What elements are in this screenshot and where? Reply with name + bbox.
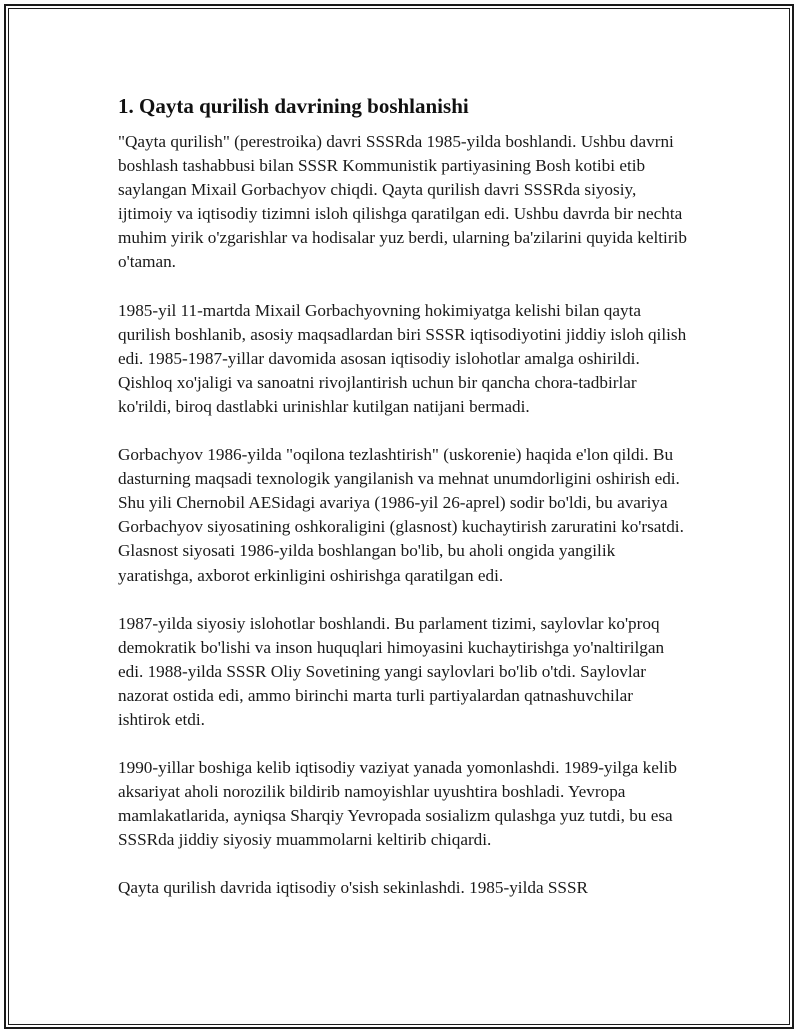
paragraph-intro: "Qayta qurilish" (perestroika) davri SSSRda 1985-yilda boshlandi. Ushbu davrni boshlash tashabbusi bilan SSSR Kommunistik partiyasining Bosh kotibi etib saylangan Mixail Gorbachyov chiqdi. Qayta qurilish davri SSSRda siyosiy, ijtimoiy va iqtisodiy tizimni isloh qilishga qaratilgan edi. Ushbu davrda bir nechta muhim yirik o'zgarishlar va hodisalar yuz berdi, ularning ba'zilarini quyida keltirib o'taman.	[118, 132, 687, 272]
paragraph-economic-slowdown: Qayta qurilish davrida iqtisodiy o'sish sekinlashdi. 1985-yilda SSSR	[118, 878, 589, 898]
document-body	[118, 92, 688, 925]
paragraph-1987-political-reforms: 1987-yilda siyosiy islohotlar boshlandi. Bu parlament tizimi, saylovlar ko'proq demokratik bo'lishi va inson huquqlari himoyasini kuchaytirishga yo'naltirilgan edi. 1988-yilda SSSR Oliy Sovetining yangi saylovlari bo'lib o'tdi. Saylovlar nazorat ostida edi, ammo birinchi marta turli partiyalardan qatnashuvchilar ishtirok etdi.	[118, 613, 665, 729]
paragraph-1990-economic-crisis: 1990-yillar boshiga kelib iqtisodiy vaziyat yanada yomonlashdi. 1989-yilga kelib aksariyat aholi norozilik bildirib namoyishlar uyushtira boshladi. Yevropa mamlakatlarida, ayniqsa Sharqiy Yevropada sosializm qulashga yuz tutdi, bu esa SSSRda jiddiy siyosiy muammolarni keltirib chiqardi.	[118, 758, 677, 850]
paragraph-1986-uskorenie: Gorbachyov 1986-yilda "oqilona tezlashtirish" (uskorenie) haqida e'lon qildi. Bu dasturning maqsadi texnologik yangilanish va mehnat unumdorligini oshirish edi. Shu yili Chernobil AESidagi avariya (1986-yil 26-aprel) sodir bo'ldi, bu avariya Gorbachyov siyosatining oshkoraligini (glasnost) kuchaytirish zaruratini ko'rsatdi. Glasnost siyosati 1986-yilda boshlangan bo'lib, bu aholi ongida yangilik yaratishga, axborot erkinligini oshirishga qaratilgan edi.	[118, 445, 684, 585]
paragraph-1985-reforms: 1985-yil 11-martda Mixail Gorbachyovning hokimiyatga kelishi bilan qayta qurilish boshlanib, asosiy maqsadlardan biri SSSR iqtisodiyotini jiddiy isloh qilish edi. 1985-1987-yillar davomida asosan iqtisodiy islohotlar amalga oshirildi. Qishloq xo'jaligi va sanoatni rivojlantirish uchun bir qancha chora-tadbirlar ko'rildi, biroq dastlabki urinishlar kutilgan natijani bermadi.	[118, 300, 687, 416]
section-heading: 1. Qayta qurilish davrining boshlanishi	[118, 94, 469, 118]
